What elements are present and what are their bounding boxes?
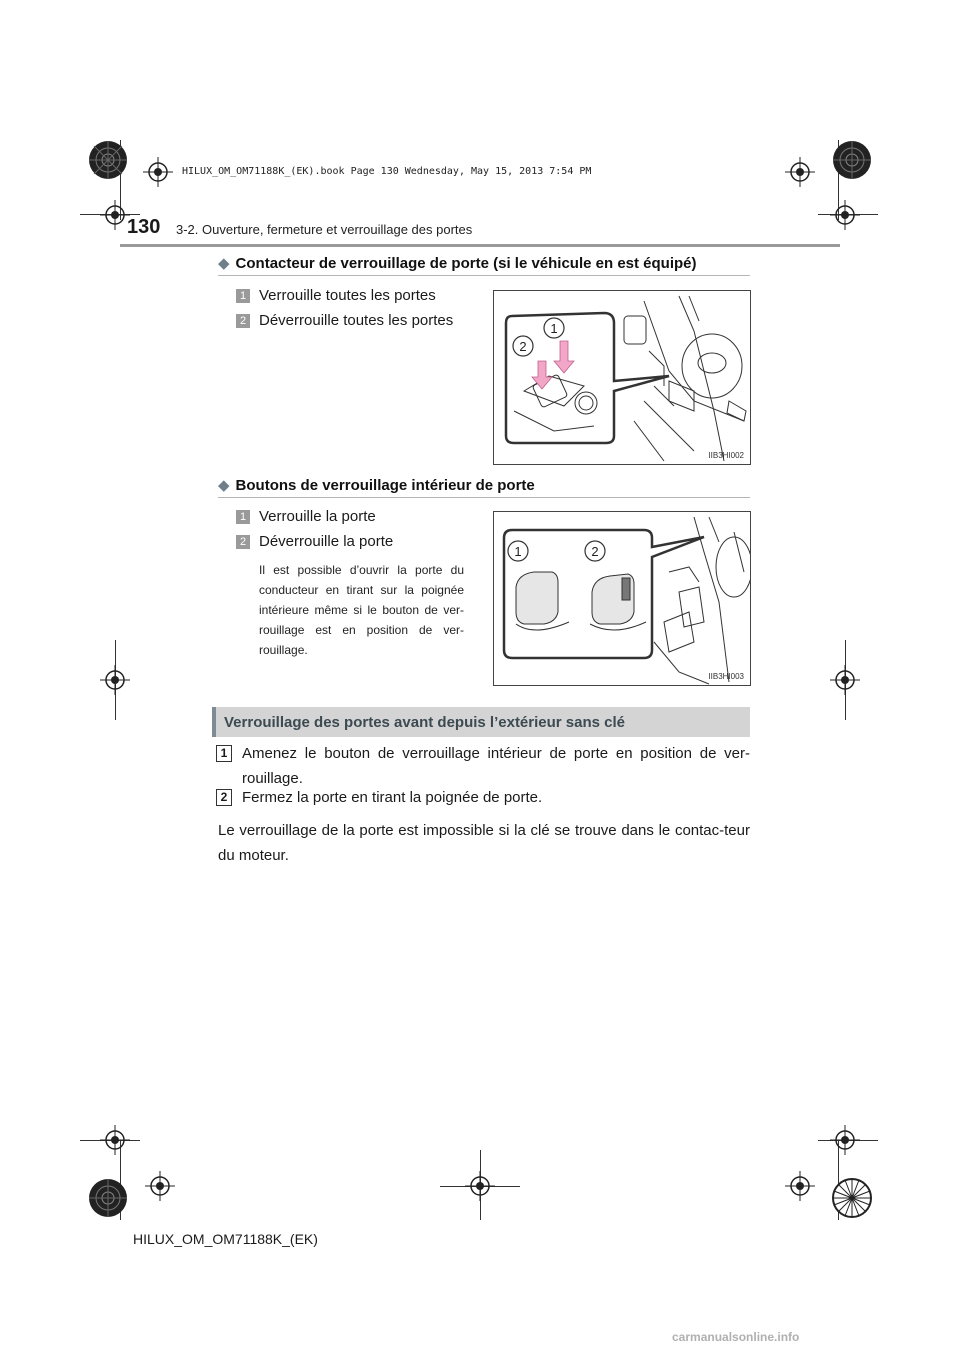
section1-item-1: Verrouille toutes les portes <box>259 287 436 304</box>
section1-item-2: Déverrouille toutes les portes <box>259 312 454 329</box>
crosshair-icon <box>830 1125 860 1155</box>
crosshair-icon <box>785 1171 815 1201</box>
footer-doc-id: HILUX_OM_OM71188K_(EK) <box>133 1231 318 1247</box>
door-lock-switch-illustration <box>494 291 750 464</box>
crosshair-icon <box>785 157 815 187</box>
chapter-title: 3-2. Ouverture, fermeture et verrouillage des portes <box>176 222 473 237</box>
corner-disc-icon <box>88 1178 128 1218</box>
section1-heading: ◆ Contacteur de verrouillage de porte (si le véhicule en est équipé) <box>218 255 697 272</box>
figure-door-lock-switch <box>493 290 751 465</box>
callout-1: 1 <box>514 544 522 559</box>
section3-title: Verrouillage des portes avant depuis l’extérieur sans clé <box>224 714 626 731</box>
step-1-text: Amenez le bouton de verrouillage intérieur de porte en position de ver-rouillage. <box>242 745 750 787</box>
crosshair-icon <box>143 157 173 187</box>
corner-disc-icon <box>88 140 128 180</box>
print-stamp: HILUX_OM_OM71188K_(EK).book Page 130 Wednesday, May 15, 2013 7:54 PM <box>182 166 592 177</box>
item-number-badge: 1 <box>236 510 250 524</box>
section2-rule <box>218 497 750 498</box>
step-number-box: 1 <box>216 745 232 762</box>
figure-inside-lock-button <box>493 511 751 686</box>
crosshair-icon <box>465 1171 495 1201</box>
section2-item-1: Verrouille la porte <box>259 508 376 525</box>
watermark: carmanualsonline.info <box>672 1330 800 1344</box>
section3-paragraph: Le verrouillage de la porte est impossible si la clé se trouve dans le contac-teur du moteur. <box>218 822 750 864</box>
page-number: 130 <box>127 216 161 238</box>
section2-note: Il est possible d’ouvrir la porte du conducteur en tirant sur la poignée intérieure même si le bouton de ver-rouillage est en position de ver-rouillage. <box>259 563 464 657</box>
item-number-badge: 2 <box>236 535 250 549</box>
figure-code: IIB3HI003 <box>708 672 744 681</box>
crosshair-icon <box>100 1125 130 1155</box>
step-number-box: 2 <box>216 789 232 806</box>
step-2-text: Fermez la porte en tirant la poignée de porte. <box>242 789 543 806</box>
section1-rule <box>218 275 750 276</box>
crosshair-icon <box>100 200 130 230</box>
diamond-bullet-icon: ◆ <box>218 255 230 272</box>
crosshair-icon <box>830 665 860 695</box>
crosshair-icon <box>100 665 130 695</box>
crosshair-icon <box>145 1171 175 1201</box>
section2-item-2: Déverrouille la porte <box>259 533 394 550</box>
crosshair-icon <box>830 200 860 230</box>
section2-heading: ◆ Boutons de verrouillage intérieur de porte <box>218 477 535 494</box>
section-accent <box>212 707 216 737</box>
section3-title-bar <box>212 707 750 737</box>
figure-code: IIB3HI002 <box>708 451 744 460</box>
item-number-badge: 1 <box>236 289 250 303</box>
inside-lock-button-illustration <box>494 512 750 685</box>
callout-2: 2 <box>591 544 599 559</box>
item-number-badge: 2 <box>236 314 250 328</box>
callout-2: 2 <box>519 339 527 354</box>
diamond-bullet-icon: ◆ <box>218 477 230 494</box>
corner-disc-icon <box>832 1178 872 1218</box>
corner-disc-icon <box>832 140 872 180</box>
callout-1: 1 <box>550 321 558 336</box>
header-rule <box>120 244 840 247</box>
